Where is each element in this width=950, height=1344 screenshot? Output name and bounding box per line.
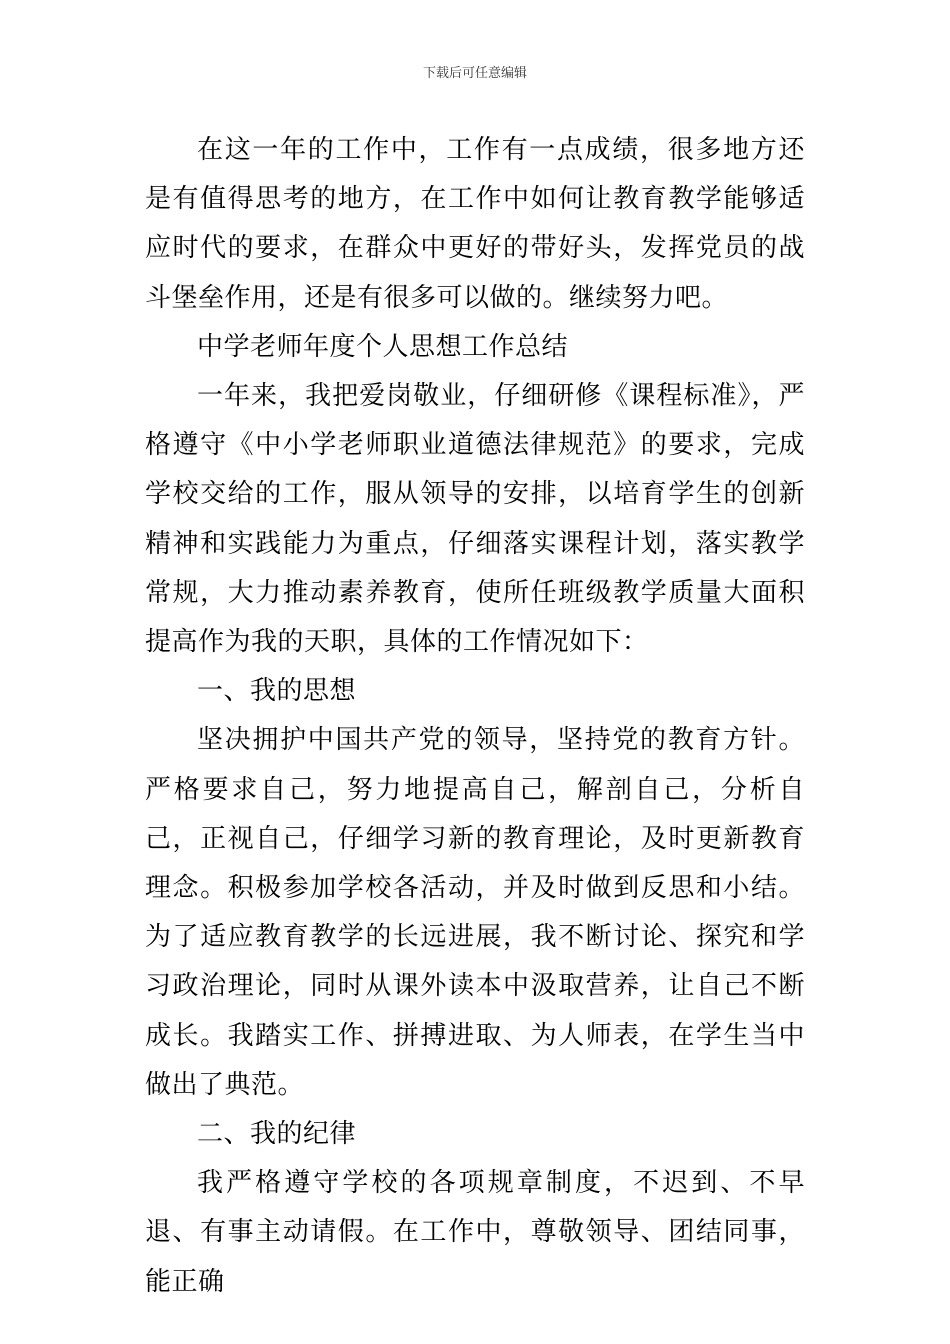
paragraph-introduction: 一年来，我把爱岗敬业，仔细研修《课程标准》，严格遵守《中小学老师职业道德法律规范》的要求，完成学校交给的工作，服从领导的安排，以培育学生的创新精神和实践能力为重点，仔细落实课程计划，落实教学常规，大力推动素养教育，使所任班级教学质量大面积提高作为我的天职，具体的工作情况如下： <box>145 381 805 658</box>
heading-my-discipline: 二、我的纪律 <box>197 1119 357 1150</box>
paragraph-my-discipline: 我严格遵守学校的各项规章制度，不迟到、不早退、有事主动请假。在工作中，尊敬领导、团结同事，能正确 <box>145 1168 805 1297</box>
section-title: 中学老师年度个人思想工作总结 <box>197 331 569 362</box>
page-header: 下载后可任意编辑 <box>422 66 527 81</box>
heading-my-thoughts: 一、我的思想 <box>197 676 357 707</box>
document-body <box>145 126 805 1307</box>
paragraph-closing-reflection: 在这一年的工作中，工作有一点成绩，很多地方还是有值得思考的地方，在工作中如何让教育教学能够适应时代的要求，在群众中更好的带好头，发挥党员的战斗堡垒作用，还是有很多可以做的。继续努力吧。 <box>145 135 805 313</box>
paragraph-my-thoughts: 坚决拥护中国共产党的领导，坚持党的教育方针。严格要求自己，努力地提高自己，解剖自己，分析自己，正视自己，仔细学习新的教育理论，及时更新教育理念。积极参加学校各活动，并及时做到反思和小结。为了适应教育教学的长远进展，我不断讨论、探究和学习政治理论，同时从课外读本中汲取营养，让自己不断成长。我踏实工作、拼搏进取、为人师表，在学生当中做出了典范。 <box>145 725 805 1100</box>
